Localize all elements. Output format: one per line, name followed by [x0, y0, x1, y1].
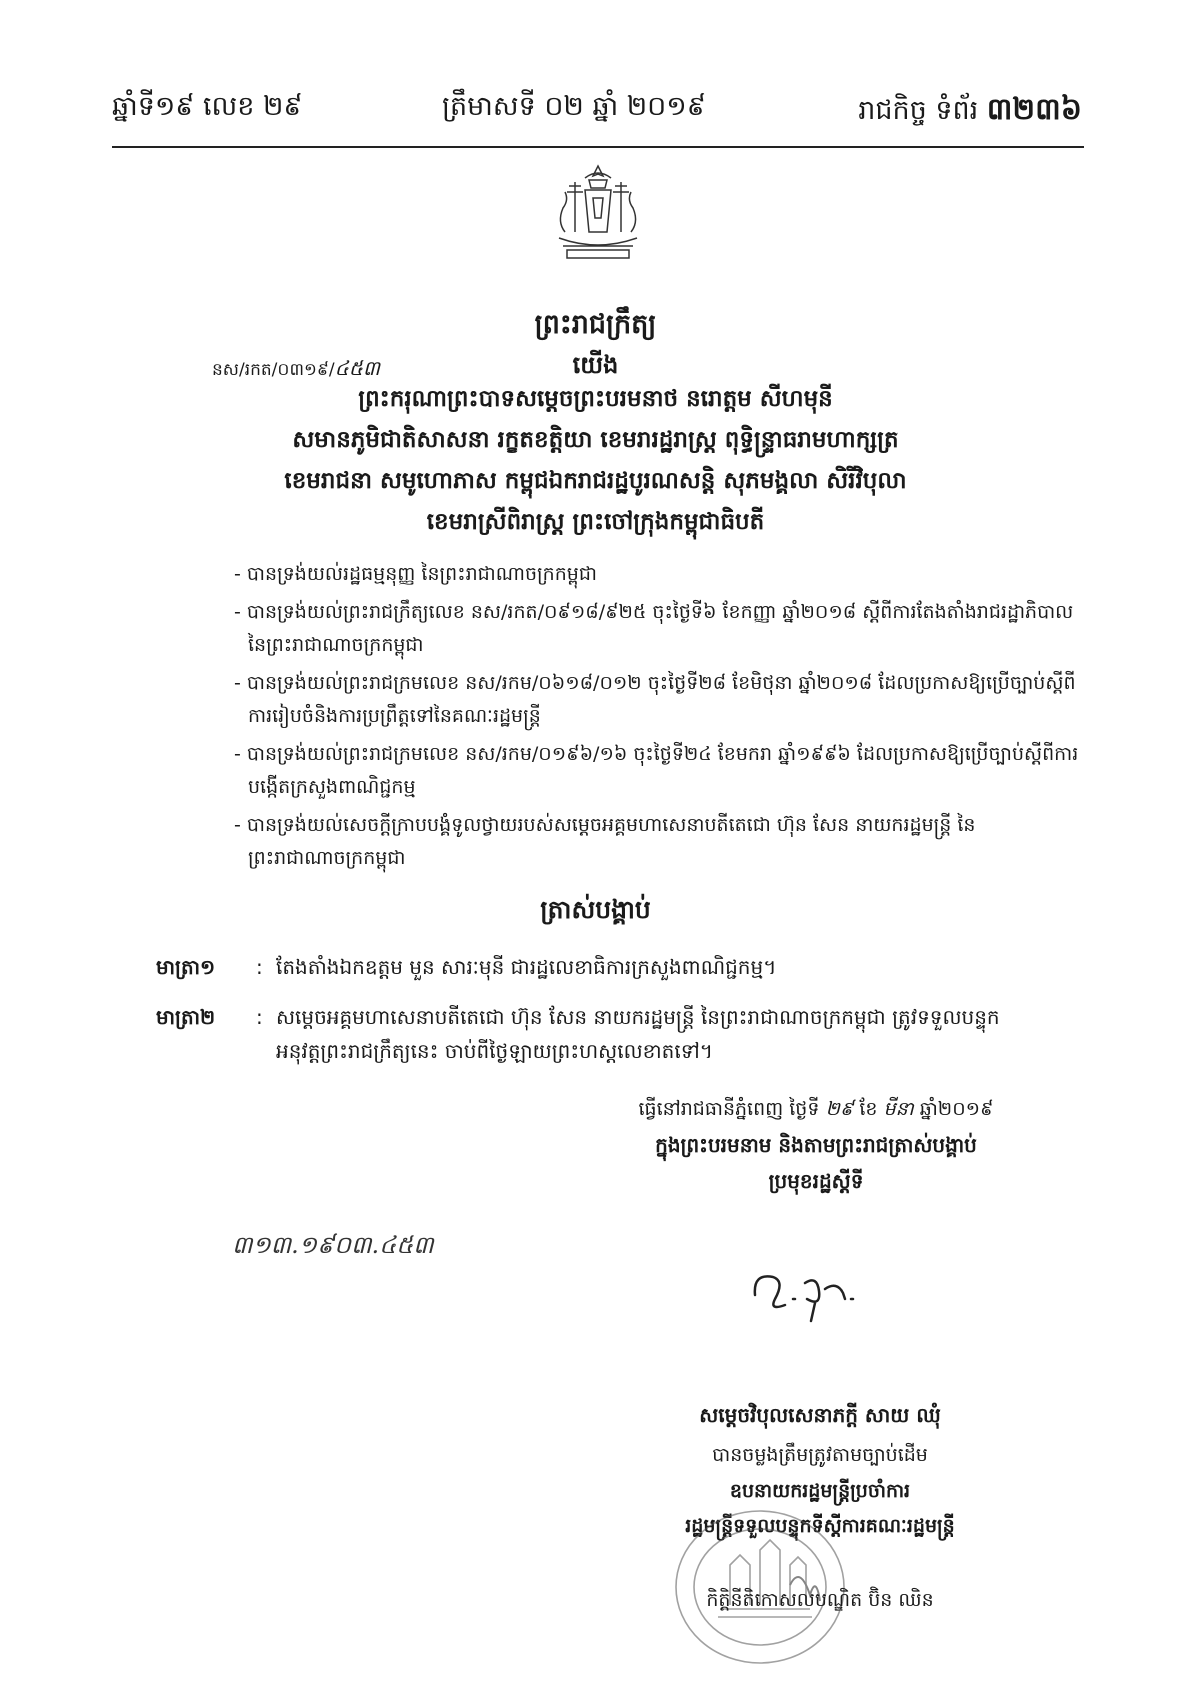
handwritten-note: ៣១៣.១៩០៣.៤៥៣: [232, 1231, 434, 1259]
page-info: [858, 90, 1082, 134]
signer-name: សម្តេចវិបុលសេនាភក្តី សាយ ឈុំ: [699, 1403, 941, 1427]
article-continuation: អនុវត្តព្រះរាជក្រឹត្យនេះ ចាប់ពីថ្ងៃឡាយព្រះហស្តលេខាតទៅ។: [276, 1039, 713, 1063]
issue-date: ត្រឹមាសទី ០២ ឆ្នាំ ២០១៩: [442, 91, 706, 122]
secretary-line: កិត្តិនីតិកោសលបណ្ឌិត ប៊ិន ឈិន: [706, 1589, 934, 1611]
article-text: សម្តេចអគ្គមហាសេនាបតីតេជោ ហ៊ុន សែន នាយករដ្ឋមន្ត្រី នៃព្រះរាជាណាចក្រកម្ពុជា ត្រូវទទួលបន្ទុក: [276, 1005, 1000, 1029]
header-rule: [112, 146, 1084, 148]
considerations-list: [234, 558, 1084, 880]
under-seal-line: ក្នុងព្រះបរមនាម និងតាមព្រះរាជត្រាស់បង្គាប់: [655, 1133, 977, 1157]
done-month-prefix: ខែ: [859, 1098, 878, 1120]
done-year: ឆ្នាំ២០១៩: [919, 1098, 994, 1120]
done-at-prefix: ធ្វើនៅរាជធានីភ្នំពេញ ថ្ងៃទី: [638, 1098, 820, 1120]
consideration-item: - បានទ្រង់យល់ព្រះរាជក្រឹត្យលេខ នស/រកត/០៩១៨/៩២៥ ចុះថ្ងៃទី៦ ខែកញ្ញា ឆ្នាំ២០១៨ ស្តីពីការតែងតាំងរាជរដ្ឋាភិបាល នៃព្រះរាជាណាចក្រកម្ពុជា: [234, 601, 1074, 656]
decree-title: ព្រះរាជក្រឹត្យ: [534, 309, 657, 340]
done-month: មីនា: [883, 1098, 914, 1120]
gazette-label: រាជកិច្ច ទំព័រ: [858, 95, 979, 126]
article-1: [156, 950, 1086, 984]
signer-role-2: រដ្ឋមន្ត្រីទទួលបន្ទុកទីស្តីការគណៈរដ្ឋមន្ត្រី: [685, 1515, 955, 1537]
consideration-item: - បានទ្រង់យល់រដ្ឋធម្មនុញ្ញ នៃព្រះរាជាណាចក្រកម្ពុជា: [234, 563, 597, 585]
article-label: មាត្រា២: [156, 1005, 216, 1029]
king-title-line: សមានភូមិជាតិសាសនា រក្ខតខត្តិយា ខេមរារដ្ឋរាស្ត្រ ពុទ្ធិន្រ្ទាធរាមហាក្សត្រ: [292, 427, 899, 453]
signer-role-1: ឧបនាយករដ្ឋមន្ត្រីប្រចាំការ: [729, 1480, 911, 1502]
done-at-line: [556, 1097, 1076, 1125]
gazette-header: [112, 90, 1082, 134]
consideration-item: - បានទ្រង់យល់សេចក្តីក្រាបបង្គំទូលថ្វាយរបស់សម្តេចអគ្គមហាសេនាបតីតេជោ ហ៊ុន សែន នាយករដ្ឋមន្ត្រី នៃព្រះរាជាណាចក្រកម្ពុជា: [234, 814, 976, 869]
article-text: តែងតាំងឯកឧត្តម មួន សារៈមុនី ជារដ្ឋលេខាធិការក្រសួងពាណិជ្ជកម្ម។: [276, 955, 777, 979]
we-heading: យើង: [572, 351, 619, 379]
king-title-line: ព្រះករុណាព្រះបាទសម្តេចព្រះបរមនាថ នរោត្តម សីហមុនី: [358, 386, 833, 412]
certified-copy-line: បានចម្លងត្រឹមត្រូវតាមច្បាប់ដើម: [712, 1444, 928, 1466]
king-title-line: ខេមរាស្រីពិរាស្ត្រ ព្រះចៅក្រុងកម្ពុជាធិបតី: [426, 509, 765, 535]
reference-handwritten: ៤៥៣: [334, 356, 381, 380]
consideration-item: - បានទ្រង់យល់ព្រះរាជក្រមលេខ នស/រកម/០៦១៨/០១២ ចុះថ្ងៃទី២៨ ខែមិថុនា ឆ្នាំ២០១៨ ដែលប្រកាសឱ្យប្រើច្បាប់ស្តីពីការរៀបចំនិងការប្រព្រឹត្តទៅនៃគណៈរដ្ឋមន្ត្រី: [234, 672, 1076, 727]
order-heading: ត្រាស់បង្គាប់: [540, 895, 651, 924]
article-colon: :: [256, 955, 263, 979]
page-number: ៣២៣៦: [986, 92, 1082, 127]
acting-head-title: ប្រមុខរដ្ឋស្តីទី: [768, 1169, 864, 1193]
king-title-line: ខេមរាជនា សមូហោភាស កម្ពុជឯករាជរដ្ឋបូរណសន្តិ សុភមង្គលា សិរីវិបុលា: [284, 468, 907, 494]
done-day: ២៩: [825, 1098, 854, 1120]
article-2: [156, 1000, 1086, 1068]
consideration-item: - បានទ្រង់យល់ព្រះរាជក្រមលេខ នស/រកម/០១៩៦/១៦ ចុះថ្ងៃទី២៤ ខែមករា ឆ្នាំ១៩៩៦ ដែលប្រកាសឱ្យប្រើច្បាប់ស្តីពីការបង្កើតក្រសួងពាណិជ្ជកម្ម: [234, 743, 1079, 798]
year-issue: ឆ្នាំទី១៩ លេខ ២៩: [112, 91, 303, 122]
article-label: មាត្រា១: [156, 955, 216, 979]
signature-icon: [745, 1255, 895, 1325]
article-colon: :: [256, 1005, 263, 1029]
reference-prefix: នស/រកត/០៣១៩/: [212, 360, 335, 380]
royal-emblem-icon: [545, 162, 651, 262]
